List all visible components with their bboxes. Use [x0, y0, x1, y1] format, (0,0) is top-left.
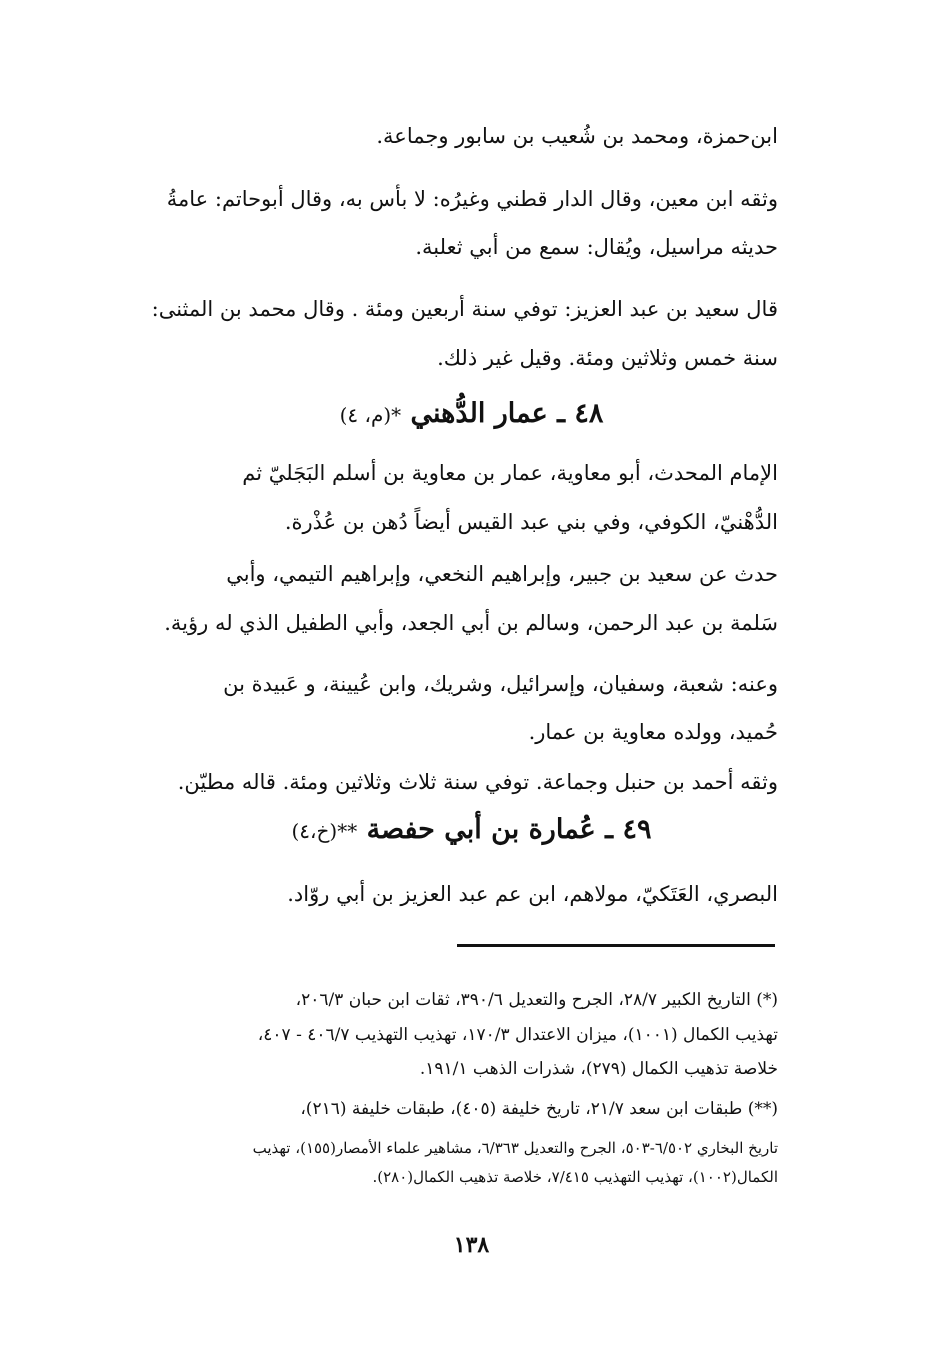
footnote-line: خلاصة تذهيب الكمال (٢٧٩)، شذرات الذهب ١٩١/١.: [419, 1059, 778, 1079]
paragraph-line: حديثه مراسيل، ويُقال: سمع من أبي ثعلبة.: [415, 235, 778, 259]
paragraph-line: وثقه أحمد بن حنبل وجماعة. توفي سنة ثلاث وثلاثين ومئة. قاله مطيّن.: [177, 770, 778, 794]
footnote-line: (*) التاريخ الكبير ٢٨/٧، الجرح والتعديل ٣٩٠/٦، ثقات ابن حبان ٢٠٦/٣،: [295, 990, 778, 1010]
paragraph-line: وثقه ابن معين، وقال الدار قطني وغيرُه: لا بأس به، وقال أبوحاتم: عامةُ: [166, 187, 778, 211]
paragraph-line: الإمام المحدث، أبو معاوية، عمار بن معاوية بن أسلم البَجَليّ ثم: [242, 461, 778, 485]
paragraph-line: البصري، العَتَكيّ، مولاهم، ابن عم عبد العزيز بن أبي روّاد.: [287, 882, 778, 906]
entry-heading-48: [0, 398, 943, 429]
paragraph-line: سنة خمس وثلاثين ومئة. وقيل غير ذلك.: [437, 346, 778, 370]
paragraph-line: سَلمة بن عبد الرحمن، وسالم بن أبي الجعد، وأبي الطفيل الذي له رؤية.: [164, 611, 778, 635]
footnote-line: الكمال(١٠٠٢)، تهذيب التهذيب ٧/٤١٥، خلاصة تذهيب الكمال(٢٨٠).: [372, 1168, 778, 1186]
paragraph-line: الدُّهْنيّ، الكوفي، وفي بني عبد القيس أيضاً دُهن بن عُذْرة.: [284, 510, 778, 534]
footnote-line: (**) طبقات ابن سعد ٢١/٧، تاريخ خليفة (٤٠٥)، طبقات خليفة (٢١٦)،: [300, 1099, 778, 1119]
paragraph-line: حُميد، وولده معاوية بن عمار.: [528, 720, 778, 744]
footnote-divider: [457, 944, 775, 947]
paragraph-line: وعنه: شعبة، وسفيان، وإسرائيل، وشريك، وابن عُيينة، و عَبيدة بن: [223, 672, 778, 696]
footnote-line: تهذيب الكمال (١٠٠١)، ميزان الاعتدال ١٧٠/٣، تهذيب التهذيب ٤٠٦/٧ - ٤٠٧،: [257, 1025, 778, 1045]
paragraph-line: حدث عن سعيد بن جبير، وإبراهيم النخعي، وإبراهيم التيمي، وأبي: [226, 562, 778, 586]
paragraph-line: ابن‌حمزة، ومحمد بن شُعيب بن سابور وجماعة.: [376, 124, 778, 148]
entry-title: ٤٨ ـ عمار الدُّهني: [410, 398, 604, 429]
entry-code: **(خ،٤): [291, 819, 358, 843]
entry-heading-49: [0, 814, 943, 845]
entry-code: *(م، ٤): [339, 403, 402, 427]
page-number: ١٣٨: [453, 1232, 490, 1258]
entry-title: ٤٩ ـ عُمارة بن أبي حفصة: [366, 814, 652, 845]
paragraph-line: قال سعيد بن عبد العزيز: توفي سنة أربعين ومئة . وقال محمد بن المثنى:: [151, 297, 778, 321]
footnote-line: تاريخ البخاري ٦/٥٠٢-٥٠٣، الجرح والتعديل ٦/٣٦٣، مشاهير علماء الأمصار(١٥٥)، تهذيب: [252, 1139, 778, 1157]
